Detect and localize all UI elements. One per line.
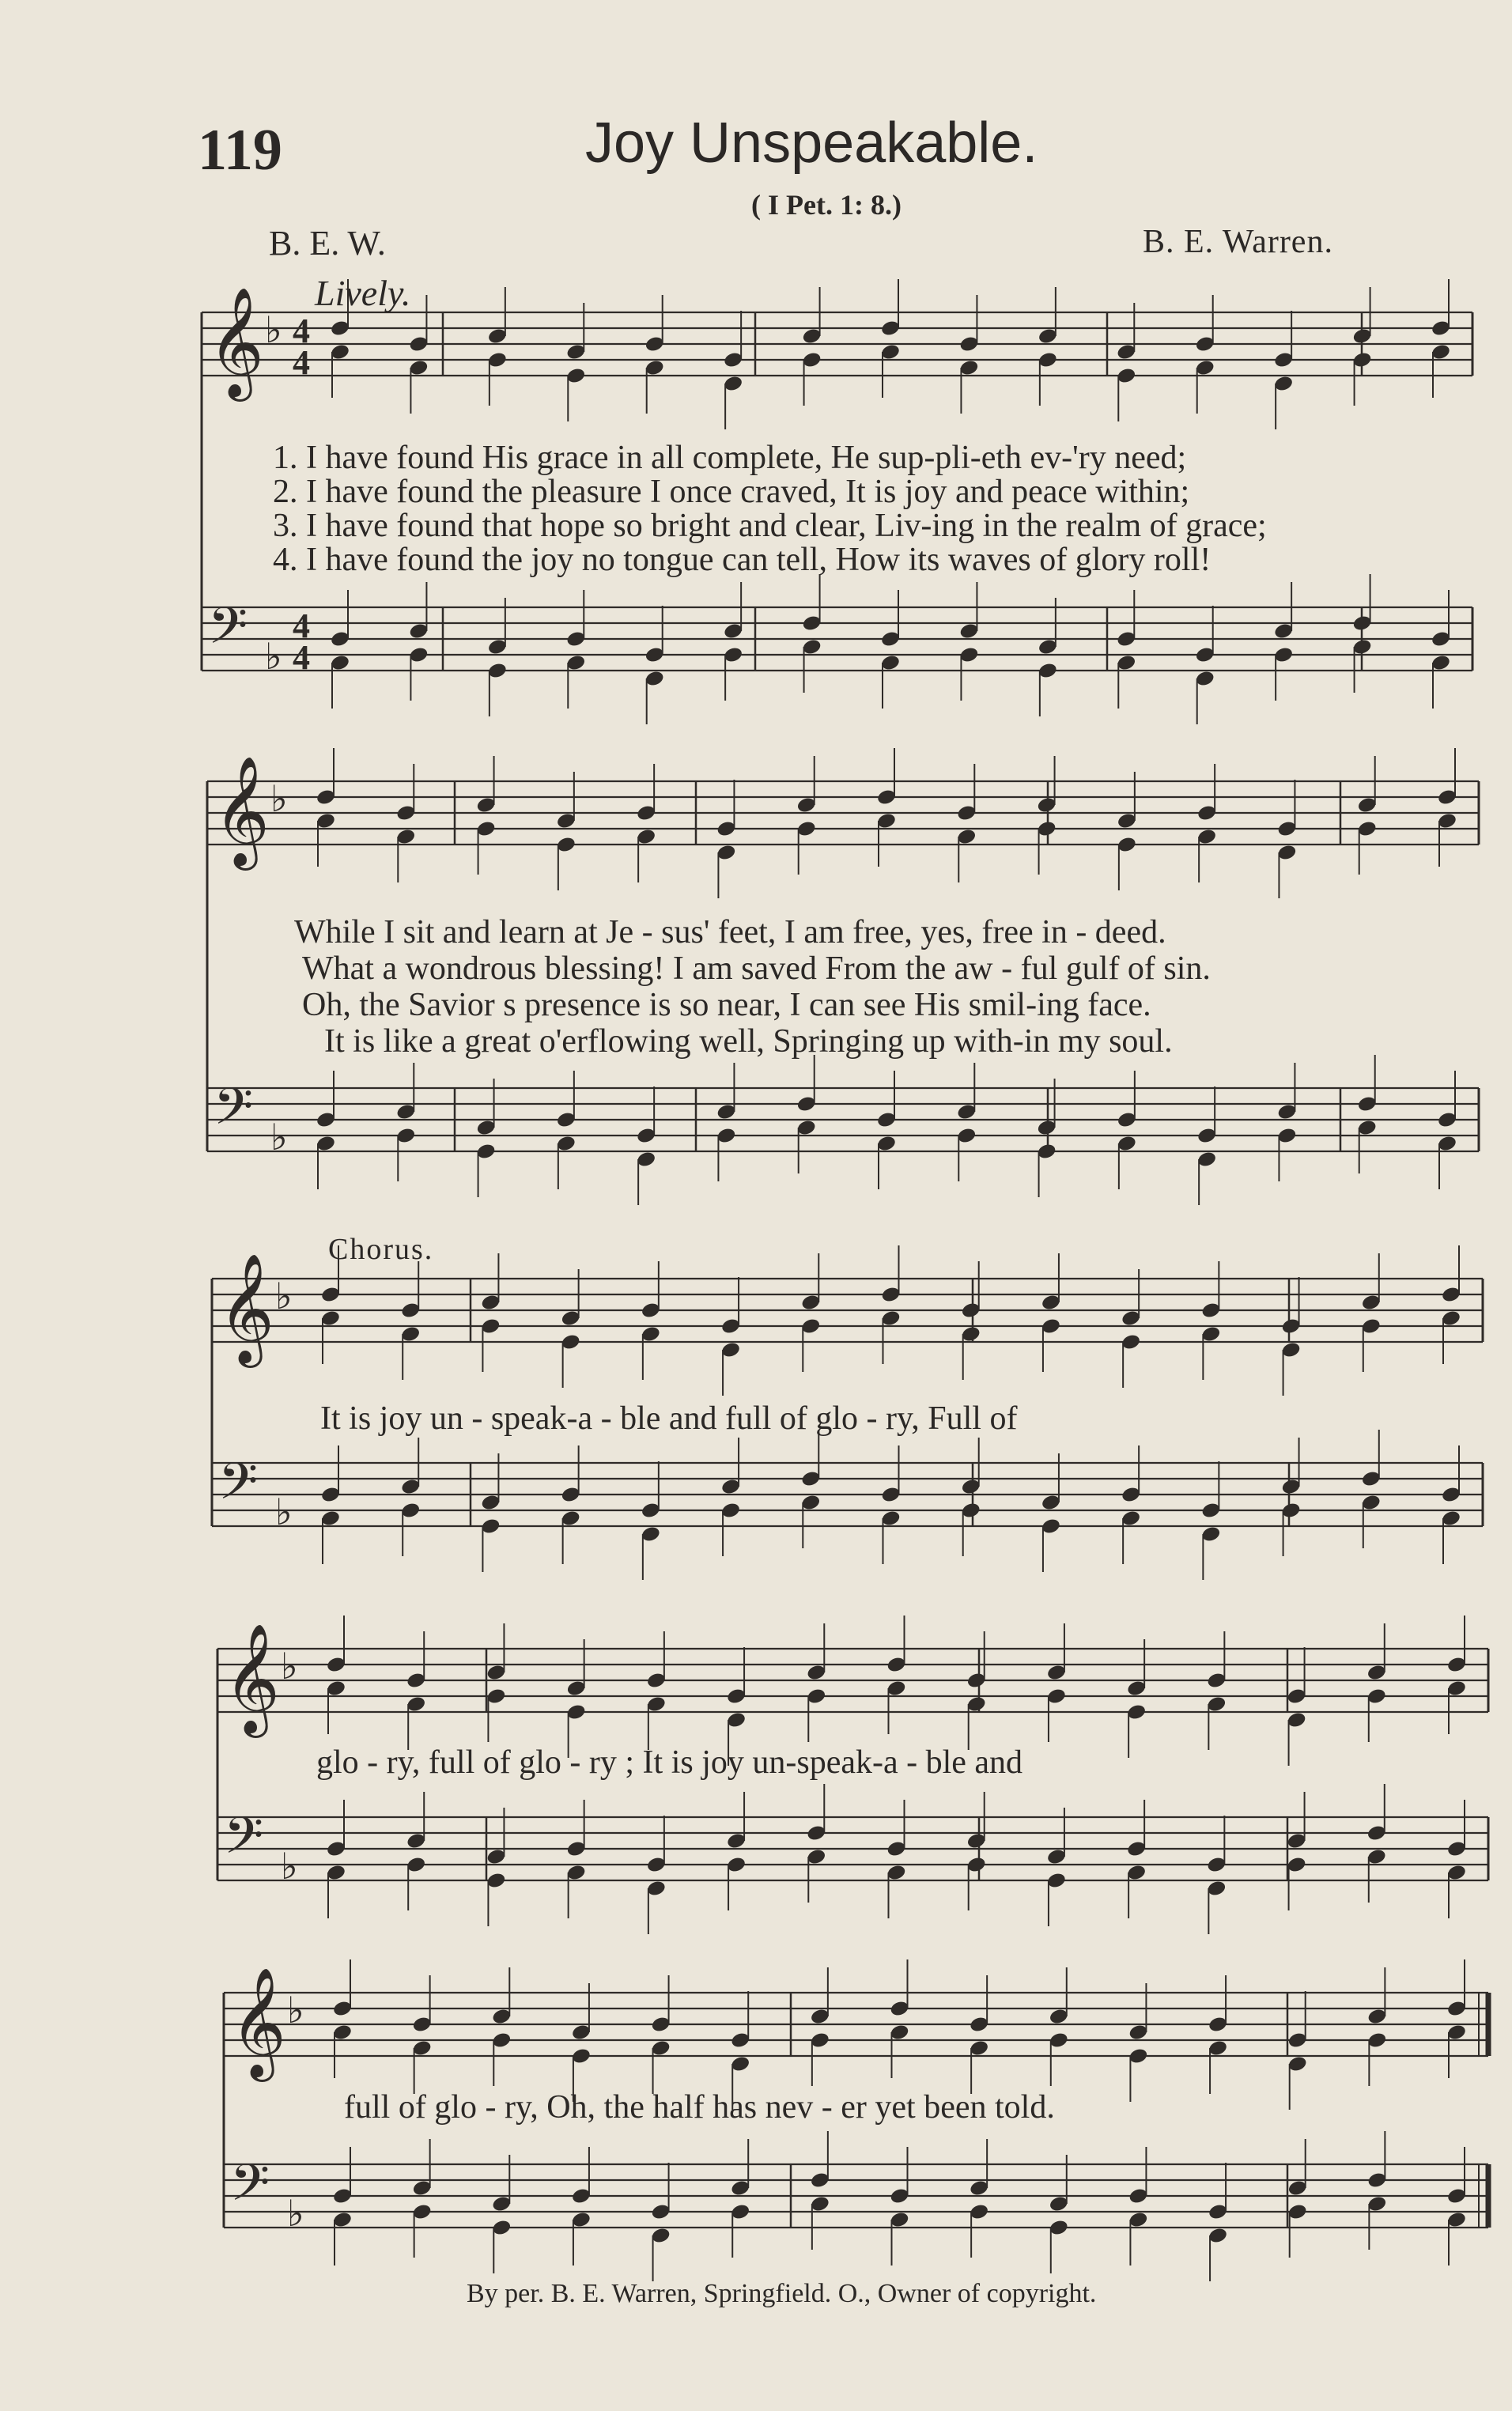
verse-line-4: 4. I have found the joy no tongue can tell, How its waves of glory roll!: [273, 542, 1211, 578]
time-signature: 4: [293, 343, 310, 382]
tempo-marking: Lively.: [315, 273, 411, 313]
time-signature: 4: [293, 607, 310, 645]
flat-icon: ♭: [287, 2192, 304, 2235]
hymn-title: Joy Unspeakable.: [585, 111, 1038, 175]
composer-name: B. E. Warren.: [1143, 224, 1333, 260]
treble-clef-icon: 𝄞: [218, 1253, 274, 1363]
flat-icon: ♭: [287, 1989, 304, 2031]
verse-continued-line-1: While I sit and learn at Je - sus' feet, I am free, yes, free in - deed.: [294, 914, 1166, 950]
verse-continued-line-2: What a wondrous blessing! I am saved From the aw - ful gulf of sin.: [302, 950, 1211, 987]
bass-clef-icon: 𝄢: [214, 1078, 254, 1149]
treble-clef-icon: 𝄞: [214, 756, 270, 866]
copyright-footer: By per. B. E. Warren, Springfield. O., Owner of copyright.: [467, 2279, 1097, 2308]
time-signature: 4: [293, 638, 310, 677]
chorus-label: Chorus.: [328, 1233, 434, 1266]
flat-icon: ♭: [270, 777, 288, 820]
time-signature: 4: [293, 312, 310, 350]
flat-icon: ♭: [265, 635, 282, 678]
flat-icon: ♭: [281, 1845, 298, 1888]
flat-icon: ♭: [265, 308, 282, 351]
bass-clef-icon: 𝄢: [218, 1453, 259, 1524]
chorus-line-2: glo - ry, full of glo - ry ; It is joy un-speak-a - ble and: [316, 1744, 1023, 1781]
chorus-line-1: It is joy un - speak-a - ble and full of glo - ry, Full of: [320, 1400, 1018, 1437]
verse-continued-line-3: Oh, the Savior s presence is so near, I can see His smil-ing face.: [302, 987, 1151, 1023]
bass-clef-icon: 𝄢: [230, 2154, 270, 2225]
page-number: 119: [198, 118, 282, 183]
treble-clef-icon: 𝄞: [230, 1967, 286, 2077]
lyricist-initials: B. E. W.: [269, 224, 386, 263]
verse-continued-line-4: It is like a great o'erflowing well, Springing up with-in my soul.: [324, 1023, 1173, 1060]
bass-clef-icon: 𝄢: [208, 597, 248, 668]
verse-line-1: 1. I have found His grace in all complete, He sup-pli-eth ev-'ry need;: [273, 440, 1187, 476]
verse-line-3: 3. I have found that hope so bright and clear, Liv-ing in the realm of grace;: [273, 508, 1267, 544]
flat-icon: ♭: [281, 1645, 298, 1687]
treble-clef-icon: 𝄞: [224, 1623, 280, 1733]
treble-clef-icon: 𝄞: [208, 287, 264, 397]
chorus-line-3: full of glo - ry, Oh, the half has nev - er yet been told.: [344, 2089, 1055, 2126]
flat-icon: ♭: [275, 1491, 293, 1533]
flat-icon: ♭: [270, 1116, 288, 1158]
verse-line-2: 2. I have found the pleasure I once craved, It is joy and peace within;: [273, 474, 1190, 510]
flat-icon: ♭: [275, 1275, 293, 1317]
bass-clef-icon: 𝄢: [224, 1807, 264, 1878]
scripture-reference: ( I Pet. 1: 8.): [751, 189, 902, 221]
